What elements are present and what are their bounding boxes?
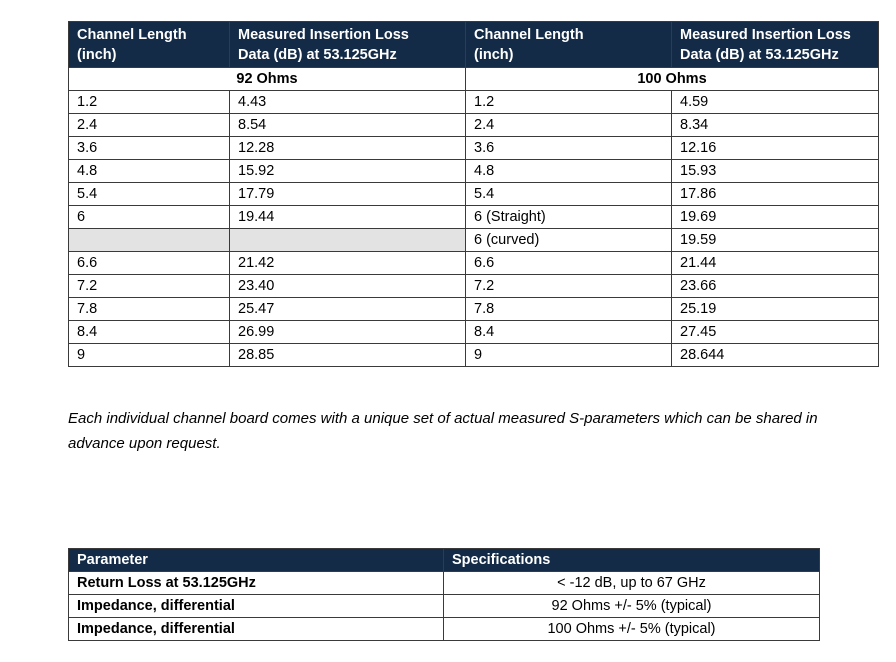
length-100-cell: 3.6 <box>466 137 672 160</box>
s-parameter-note: Each individual channel board comes with a unique set of actual measured S-parameters which can be shared in advance upon request. <box>68 410 818 452</box>
impedance-92-label: 92 Ohms <box>69 68 466 91</box>
impedance-100-label: 100 Ohms <box>466 68 879 91</box>
loss-100-cell: 23.66 <box>672 275 879 298</box>
loss-92-cell: 15.92 <box>230 160 466 183</box>
specification-cell: 92 Ohms +/- 5% (typical) <box>444 595 820 618</box>
loss-100-cell: 12.16 <box>672 137 879 160</box>
table-row <box>69 114 879 137</box>
length-100-cell: 6 (Straight) <box>466 206 672 229</box>
table-row <box>69 229 879 252</box>
length-92-cell: 7.8 <box>69 298 230 321</box>
length-92-cell: 6 <box>69 206 230 229</box>
specification-cell: < -12 dB, up to 67 GHz <box>444 572 820 595</box>
loss-92-cell: 4.43 <box>230 91 466 114</box>
loss-92-cell: 8.54 <box>230 114 466 137</box>
spec-table-header-row <box>69 549 820 572</box>
loss-table-header-row <box>69 22 879 68</box>
table-row <box>69 298 879 321</box>
loss-100-cell: 17.86 <box>672 183 879 206</box>
length-92-cell: 5.4 <box>69 183 230 206</box>
length-92-cell: 8.4 <box>69 321 230 344</box>
table-row <box>69 595 820 618</box>
length-100-cell: 9 <box>466 344 672 367</box>
loss-100-cell: 19.69 <box>672 206 879 229</box>
loss-100-cell: 19.59 <box>672 229 879 252</box>
loss-100-cell: 4.59 <box>672 91 879 114</box>
loss-100-cell: 27.45 <box>672 321 879 344</box>
length-92-cell: 9 <box>69 344 230 367</box>
length-92-cell: 7.2 <box>69 275 230 298</box>
length-100-cell: 1.2 <box>466 91 672 114</box>
header-insertion-loss-100: Measured Insertion Loss Data (dB) at 53.125GHz <box>672 22 879 68</box>
loss-100-cell: 15.93 <box>672 160 879 183</box>
table-row <box>69 183 879 206</box>
loss-92-cell: 28.85 <box>230 344 466 367</box>
table-row <box>69 321 879 344</box>
header-channel-length-92: Channel Length (inch) <box>69 22 230 68</box>
table-row <box>69 160 879 183</box>
loss-92-cell: 26.99 <box>230 321 466 344</box>
table-row <box>69 618 820 641</box>
length-100-cell: 6.6 <box>466 252 672 275</box>
loss-100-cell: 28.644 <box>672 344 879 367</box>
table-row <box>69 206 879 229</box>
insertion-loss-table <box>68 21 879 367</box>
length-92-cell: 2.4 <box>69 114 230 137</box>
length-92-cell <box>69 229 230 252</box>
loss-92-cell: 19.44 <box>230 206 466 229</box>
loss-92-cell: 17.79 <box>230 183 466 206</box>
table-row <box>69 344 879 367</box>
length-92-cell: 1.2 <box>69 91 230 114</box>
parameter-cell: Impedance, differential <box>69 618 444 641</box>
length-100-cell: 6 (curved) <box>466 229 672 252</box>
length-100-cell: 7.8 <box>466 298 672 321</box>
loss-92-cell: 23.40 <box>230 275 466 298</box>
length-92-cell: 3.6 <box>69 137 230 160</box>
header-parameter: Parameter <box>69 549 444 572</box>
specification-cell: 100 Ohms +/- 5% (typical) <box>444 618 820 641</box>
loss-100-cell: 8.34 <box>672 114 879 137</box>
table-row <box>69 275 879 298</box>
length-92-cell: 6.6 <box>69 252 230 275</box>
loss-100-cell: 21.44 <box>672 252 879 275</box>
header-specifications: Specifications <box>444 549 820 572</box>
length-100-cell: 4.8 <box>466 160 672 183</box>
specifications-table <box>68 548 820 641</box>
loss-92-cell <box>230 229 466 252</box>
length-92-cell: 4.8 <box>69 160 230 183</box>
impedance-row <box>69 68 879 91</box>
header-channel-length-100: Channel Length (inch) <box>466 22 672 68</box>
table-row <box>69 91 879 114</box>
table-row <box>69 572 820 595</box>
table-row <box>69 252 879 275</box>
length-100-cell: 5.4 <box>466 183 672 206</box>
table-row <box>69 137 879 160</box>
header-insertion-loss-92: Measured Insertion Loss Data (dB) at 53.125GHz <box>230 22 466 68</box>
parameter-cell: Impedance, differential <box>69 595 444 618</box>
length-100-cell: 8.4 <box>466 321 672 344</box>
loss-92-cell: 12.28 <box>230 137 466 160</box>
length-100-cell: 2.4 <box>466 114 672 137</box>
parameter-cell: Return Loss at 53.125GHz <box>69 572 444 595</box>
loss-92-cell: 21.42 <box>230 252 466 275</box>
loss-92-cell: 25.47 <box>230 298 466 321</box>
length-100-cell: 7.2 <box>466 275 672 298</box>
loss-100-cell: 25.19 <box>672 298 879 321</box>
